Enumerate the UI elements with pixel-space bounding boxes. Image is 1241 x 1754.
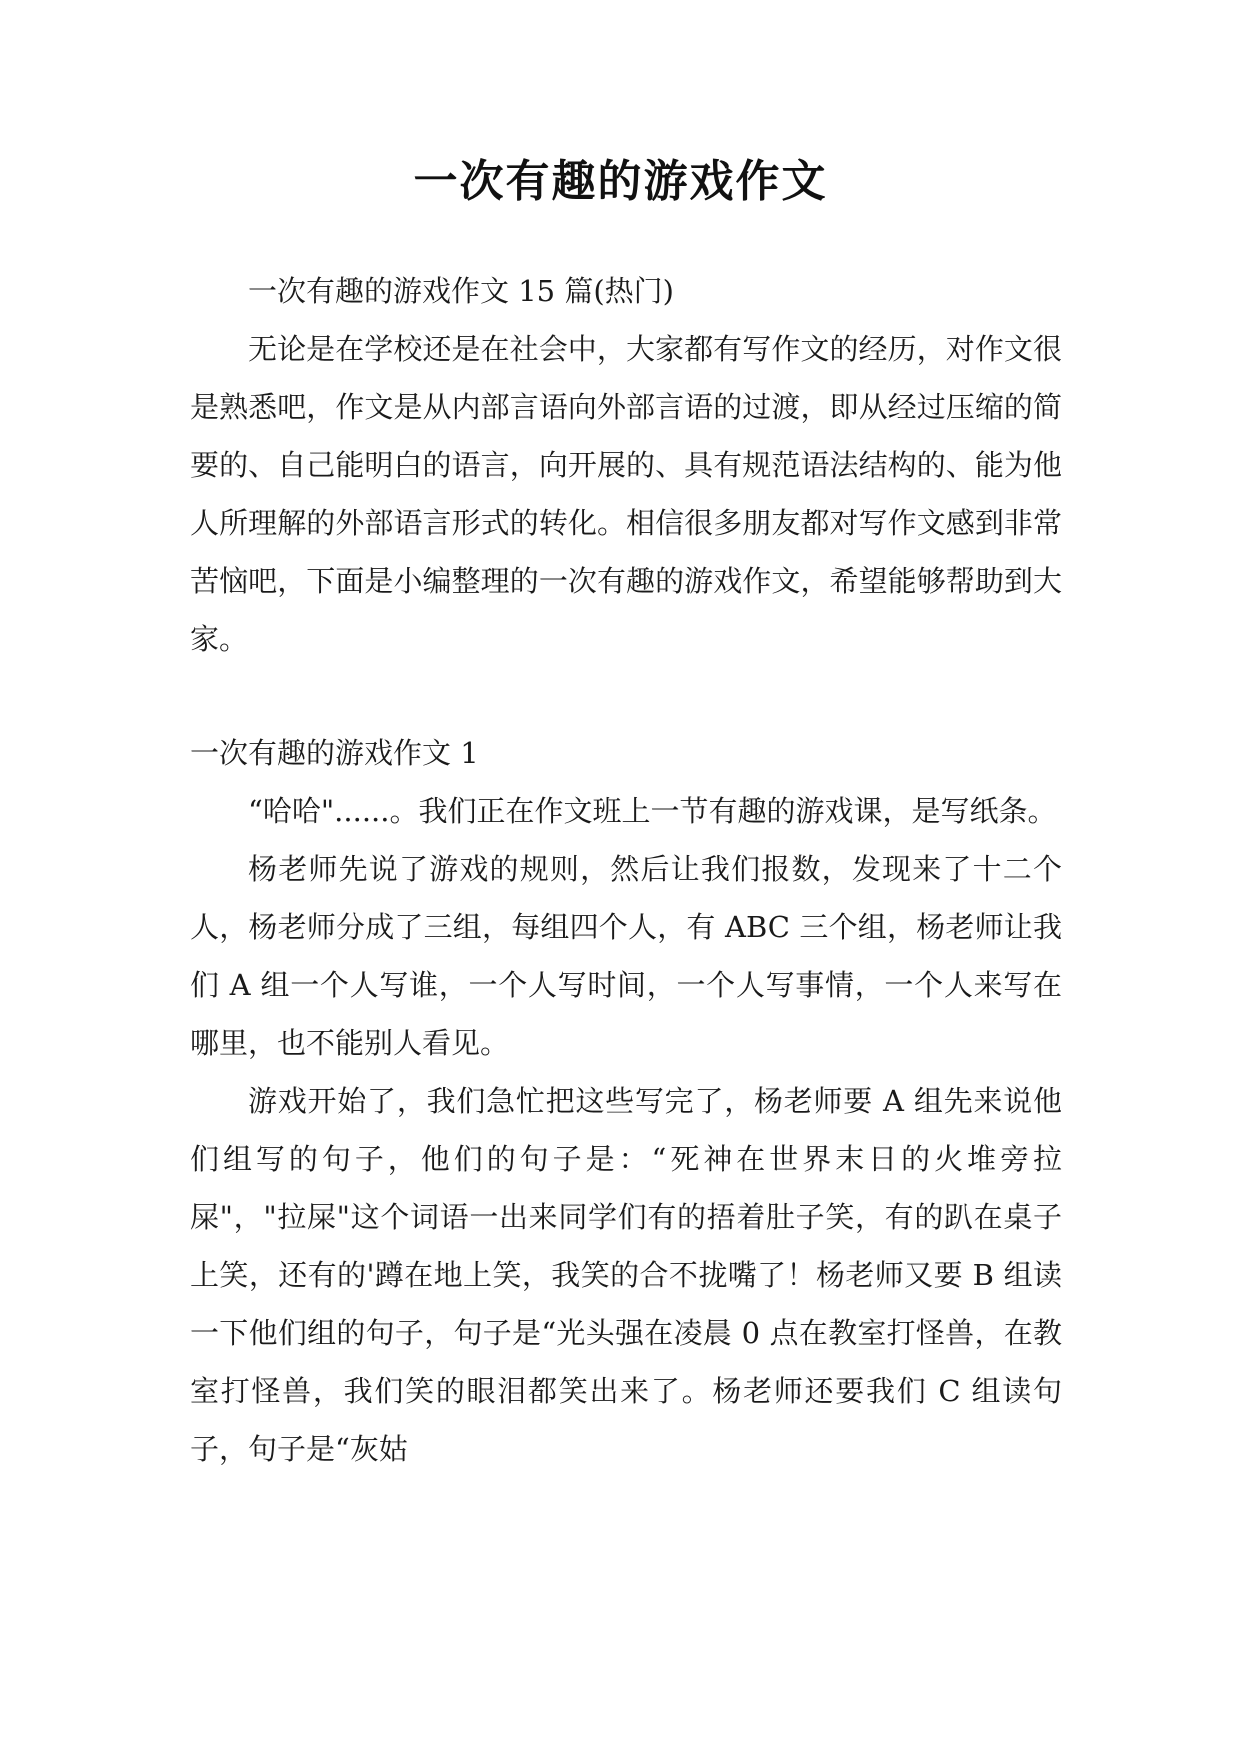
paragraph-2: 杨老师先说了游戏的规则，然后让我们报数，发现来了十二个人，杨老师分成了三组，每组四个人，有 ABC 三个组，杨老师让我们 A 组一个人写谁，一个人写时间，一个人写事情，一个人来写在哪里，也不能别人看见。 [190, 852, 1062, 1060]
document-subtitle: 一次有趣的游戏作文 15 篇(热门) [248, 274, 674, 308]
document-body [190, 262, 1062, 1478]
intro-paragraph: 无论是在学校还是在社会中，大家都有写作文的经历，对作文很是熟悉吧，作文是从内部言语向外部言语的过渡，即从经过压缩的简要的、自己能明白的语言，向开展的、具有规范语法结构的、能为他人所理解的外部语言形式的转化。相信很多朋友都对写作文感到非常苦恼吧，下面是小编整理的一次有趣的游戏作文，希望能够帮助到大家。 [190, 332, 1062, 656]
paragraph-3: 游戏开始了，我们急忙把这些写完了，杨老师要 A 组先来说他们组写的句子，他们的句子是：“死神在世界末日的火堆旁拉屎"，"拉屎"这个词语一出来同学们有的捂着肚子笑，有的趴在桌子上笑，还有的'蹲在地上笑，我笑的合不拢嘴了！杨老师又要 B 组读一下他们组的句子，句子是“光头强在凌晨 0 点在教室打怪兽，在教室打怪兽，我们笑的眼泪都笑出来了。杨老师还要我们 C 组读句子，句子是“灰姑 [190, 1084, 1062, 1466]
section-title: 一次有趣的游戏作文 1 [190, 736, 479, 770]
document-title: 一次有趣的游戏作文 [413, 156, 828, 207]
paragraph-1: “哈哈"......。我们正在作文班上一节有趣的游戏课，是写纸条。 [248, 794, 1057, 828]
